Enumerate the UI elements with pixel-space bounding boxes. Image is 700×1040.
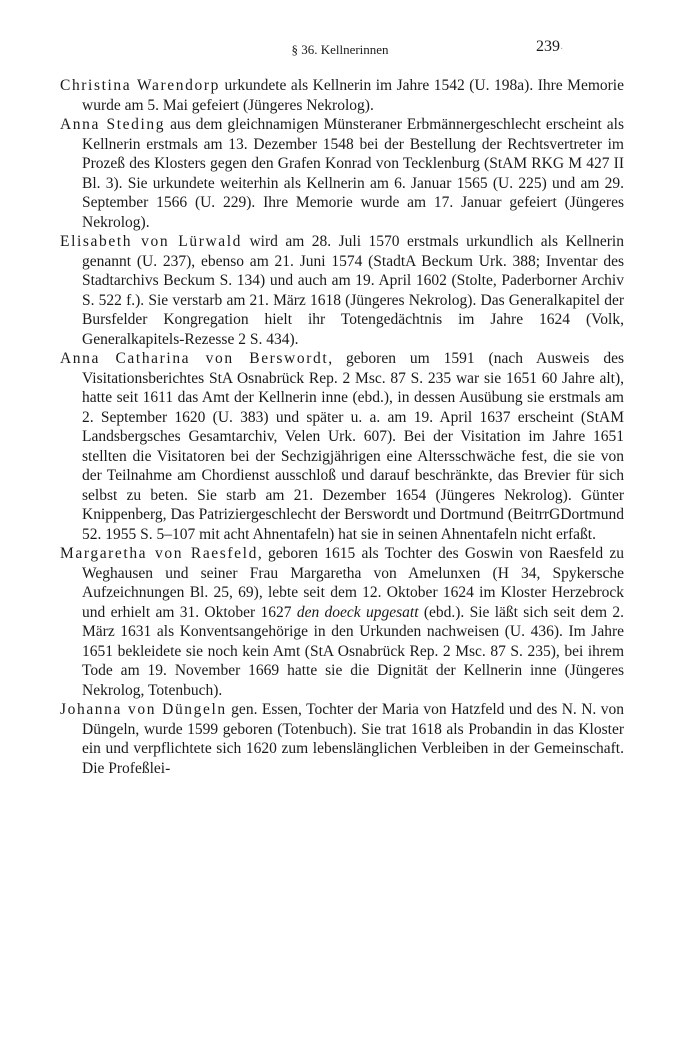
entry-name: Margaretha von Raesfeld (60, 545, 258, 562)
page-number: 239 (536, 38, 560, 55)
running-head: § 36. Kellnerinnen (291, 42, 389, 57)
entry-text: aus dem gleichnamigen Münsteraner Erbmännergeschlecht erscheint als Kellnerin erstmals am 13. Dezember 1548 bei der Bestellung der Rechtsvertreter im Prozeß des Klosters gegen den Grafen Konrad von Tecklenburg (StAM RKG M 427 II Bl. 3). Sie urkundete weiterhin als Kellnerin am 6. Januar 1565 (U. 225) und am 29. September 1566 (U. 229). Ihre Memorie wurde am 17. Januar gefeiert (Jüngeres Nekrolog). (82, 116, 624, 231)
entry-margaretha-von-raesfeld (60, 544, 624, 700)
entry-johanna-von-duengeln (60, 700, 624, 778)
entry-text: urkundete als Kellnerin im Jahre 1542 (U. 198a). Ihre Memorie wurde am 5. Mai gefeiert (Jüngeres Nekrolog). (82, 77, 624, 114)
body-text (60, 76, 624, 778)
page-mark: · (560, 44, 564, 55)
entry-italic-quote: den doeck upgesatt (296, 603, 419, 621)
entry-name: Elisabeth von Lürwald (60, 233, 242, 250)
entry-name: Anna Steding (60, 116, 166, 133)
entry-name: Christina Warendorp (60, 77, 220, 94)
entry-elisabeth-von-luerwald (60, 232, 624, 349)
entry-text: wird am 28. Juli 1570 erstmals urkundlich als Kellnerin genannt (U. 237), ebenso am 21. Juni 1574 (StadtA Beckum Urk. 388; Inventar des Stadtarchivs Beckum S. 134) und auch am 19. April 1602 (Stolte, Paderborner Archiv S. 522 f.). Sie verstarb am 21. März 1618 (Jüngeres Nekrolog). Das Generalkapitel der Bursfelder Kongregation hielt ihr Totengedächtnis im Jahre 1624 (Volk, Generalkapitels-Rezesse 2 S. 434). (82, 233, 624, 348)
entry-name: Johanna von Düngeln (60, 701, 227, 718)
entry-text: , geboren 1615 als Tochter des Goswin von Raesfeld zu Weghausen und seiner Frau Margaretha von Amelunxen (H 34, Spykersche Aufzeichnungen Bl. 25, 69), lebte seit dem 12. Oktober 1624 im Kloster Herzebrock und erhielt am 31. Oktober 1627 (82, 545, 624, 621)
entry-text: (ebd.). Sie läßt sich seit dem 2. März 1631 als Konventsangehörige in den Urkunden nachweisen (U. 436). Im Jahre 1651 bekleidete sie noch kein Amt (StA Osnabrück Rep. 2 Msc. 87 S. 235), bei ihrem Tode am 19. November 1669 hatte sie die Dignität der Kellnerin inne (Jüngeres Nekrolog, Totenbuch). (82, 603, 624, 699)
entry-name: Anna Catharina von Berswordt (60, 350, 329, 367)
entry-christina-warendorp (60, 76, 624, 115)
entry-anna-steding (60, 115, 624, 232)
entry-text: , geboren um 1591 (nach Ausweis des Visitationsberichtes StA Osnabrück Rep. 2 Msc. 87 S. 235 war sie 1651 60 Jahre alt), hatte seit 1611 das Amt der Kellnerin inne (ebd.), in dessen Ausübung sie erstmals am 2. September 1620 (U. 383) und später u. a. am 19. April 1637 erscheint (StAM Landsbergsches Gesamtarchiv, Velen Urk. 607). Bei der Visitation im Jahre 1651 stellten die Visitatoren bei der Sechzigjährigen eine Altersschwäche fest, die sie von der Teilnahme am Chordienst ausschloß und darauf beschränkte, das Brevier für sich selbst zu beten. Sie starb am 21. Dezember 1654 (Jüngeres Nekrolog). Günter Knippenberg, Das Patriziergeschlecht der Berswordt und Dortmund (BeitrrGDortmund 52. 1955 S. 5–107 mit acht Ahnentafeln) hat sie in seinen Ahnentafeln nicht erfaßt. (82, 350, 625, 543)
entry-text: gen. Essen, Tochter der Maria von Hatzfeld und des N. N. von Düngeln, wurde 1599 geboren (Totenbuch). Sie trat 1618 als Probandin in das Kloster ein und verpflichtete sich 1620 zum lebenslänglichen Verbleiben in der Gemeinschaft. Die Profeßlei- (82, 701, 624, 777)
entry-anna-catharina-von-berswordt (60, 349, 624, 544)
